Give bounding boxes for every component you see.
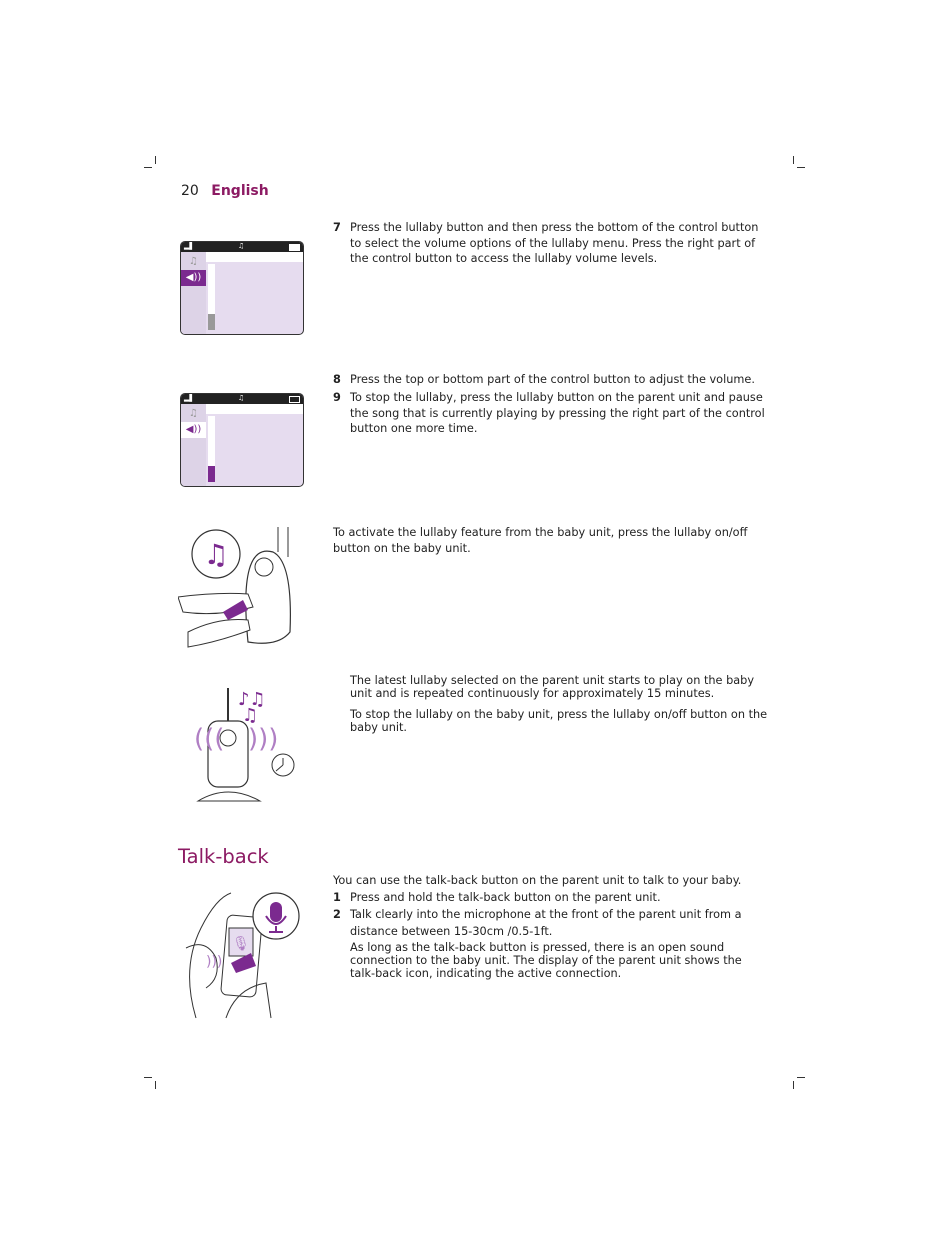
step-number: 9 <box>333 391 341 404</box>
crop-mark <box>797 167 805 168</box>
music-note-icon: ♫ <box>189 256 198 267</box>
crop-mark <box>144 1077 152 1078</box>
page-header <box>181 183 269 199</box>
talkback-note: As long as the talk-back button is pressed, there is an open sound connection to the baby unit. The display of the parent unit shows the talk-back icon, indicating the active connection. <box>350 941 742 980</box>
speaker-icon: ◀)) <box>181 270 206 286</box>
sound-wave-icon: ))) <box>248 724 279 754</box>
status-bar <box>181 242 303 252</box>
menu-sidebar <box>181 252 206 334</box>
crop-mark <box>793 1081 794 1089</box>
step-text: Press the lullaby button and then press the bottom of the control button to select the volume options of the lullaby menu. Press the right part of the control button to access the lullaby volume levels. <box>350 221 759 265</box>
signal-icon: ▂▌ <box>184 394 195 402</box>
step-text: Press the top or bottom part of the control button to adjust the volume. <box>350 373 755 386</box>
menu-row <box>206 252 303 262</box>
svg-text:))): ))) <box>206 954 223 970</box>
sound-wave-icon: ((( <box>194 724 225 754</box>
music-note-icon: ♫ <box>203 538 229 571</box>
step-number: 7 <box>333 221 341 234</box>
volume-bar <box>208 264 215 330</box>
crop-mark <box>155 1081 156 1089</box>
music-note-icon: ♫ <box>238 394 245 402</box>
crop-mark <box>155 156 156 164</box>
step-9 <box>333 390 773 437</box>
stop-text: To stop the lullaby on the baby unit, press the lullaby on/off button on the baby unit. <box>350 708 768 734</box>
plays-text: The latest lullaby selected on the parent unit starts to play on the baby unit and is repeated continuously for approximately 15 minutes. <box>350 674 755 700</box>
battery-icon <box>289 244 300 251</box>
talkback-step-2 <box>333 907 773 940</box>
step-number: 1 <box>333 891 341 904</box>
talkback-intro: You can use the talk-back button on the parent unit to talk to your baby. <box>333 874 742 887</box>
music-note-icon: ♫ <box>189 408 198 419</box>
music-note-icon: ♫ <box>242 705 259 726</box>
menu-sidebar <box>181 404 206 486</box>
signal-icon: ▂▌ <box>184 242 195 250</box>
status-bar <box>181 394 303 404</box>
step-number: 2 <box>333 908 341 921</box>
crop-mark <box>797 1077 805 1078</box>
step-text: To stop the lullaby, press the lullaby button on the parent unit and pause the song that is currently playing by pressing the right part of the control button one more time. <box>350 391 765 435</box>
language-label: English <box>211 183 269 199</box>
step-7 <box>333 220 773 267</box>
talkback-illustration <box>176 888 308 1024</box>
baby-unit-playing-illustration <box>180 683 310 808</box>
volume-level <box>208 466 215 482</box>
page-number: 20 <box>181 183 199 199</box>
crop-mark <box>793 156 794 164</box>
volume-bar <box>208 416 215 482</box>
speaker-icon: ◀)) <box>181 422 206 438</box>
step-8 <box>333 372 773 388</box>
music-note-icon: ♪♫ <box>238 689 266 710</box>
battery-icon <box>289 396 300 403</box>
microphone-icon <box>270 902 282 922</box>
parent-screen-illustration-1 <box>180 241 304 335</box>
step-text: Talk clearly into the microphone at the front of the parent unit from a distance between 15-30cm /0.5-1ft. <box>350 908 742 938</box>
crop-mark <box>144 167 152 168</box>
volume-level <box>208 314 215 330</box>
svg-text:🎙: 🎙 <box>232 936 250 952</box>
parent-screen-illustration-2 <box>180 393 304 487</box>
activate-text: To activate the lullaby feature from the baby unit, press the lullaby on/off button on the baby unit. <box>333 526 748 555</box>
step-text: Press and hold the talk-back button on the parent unit. <box>350 891 661 904</box>
talkback-heading: Talk-back <box>178 845 269 868</box>
talkback-step-1 <box>333 890 773 906</box>
press-lullaby-button-illustration <box>178 522 310 660</box>
step-number: 8 <box>333 373 341 386</box>
menu-row <box>206 404 303 414</box>
music-note-icon: ♫ <box>238 242 245 250</box>
